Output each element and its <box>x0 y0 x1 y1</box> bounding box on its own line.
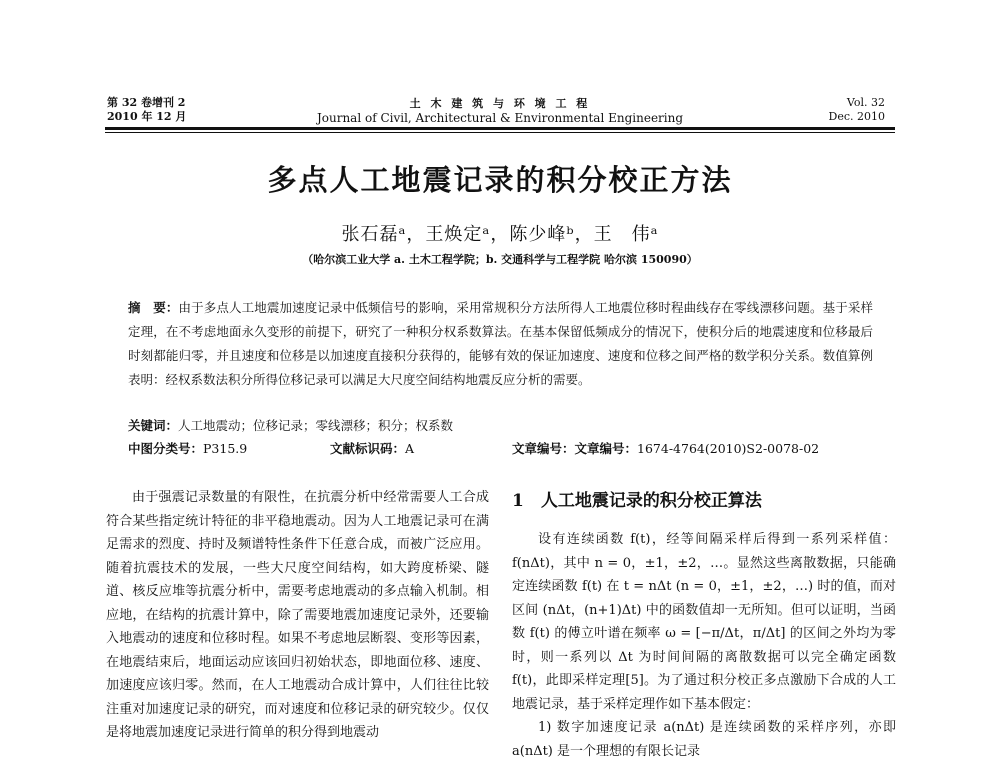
volume-date: Dec. 2010 <box>828 110 885 123</box>
journal-name <box>300 96 700 126</box>
keywords <box>128 416 873 436</box>
doc-code-value: A <box>405 441 415 456</box>
section-paragraph-2: 1) 数字加速度记录 a(nΔt) 是连续函数的采样序列，亦即 a(nΔt) 是一个理想的有限长记录 <box>512 720 896 759</box>
header-rule-thin <box>105 132 895 133</box>
volume-number: Vol. 32 <box>846 96 885 109</box>
issue-volume: 第 32 卷增刊 2 <box>107 96 186 109</box>
keywords-label: 关键词： <box>128 418 179 433</box>
clc-value: P315.9 <box>203 441 248 456</box>
journal-name-en: Journal of Civil, Architectural & Environmental Engineering <box>316 111 684 125</box>
doc-code-label: 文献标识码： <box>330 441 406 456</box>
article-number <box>512 440 819 458</box>
intro-paragraph: 由于强震记录数量的有限性，在抗震分析中经常需要人工合成符合某些指定统计特征的非平稳地震动。因为人工地震记录可在满足需求的烈度、持时及频谱特性条件下任意合成，而被广泛应用。随着抗震技术的发展，一些大尺度空间结构，如大跨度桥梁、隧道、核反应堆等抗震分析中，需要考虑地震动的多点输入机制。相应地，在结构的抗震计算中，除了需要地震加速度记录外，还要输入地震动的速度和位移时程。如果不考虑地层断裂、变形等因素，在地震结束后，地面运动应该回归初始状态，即地面位移、速度、加速度应该归零。然而，在人工地震动合成计算中，人们往往比较注重对加速度记录的研究，而对速度和位移记录的研究较少。仅仅是将地震加速度记录进行简单的积分得到地震动 <box>106 490 489 740</box>
body-left-column <box>106 486 489 745</box>
paper-affiliation: （哈尔滨工业大学 a. 土木工程学院；b. 交通科学与工程学院 哈尔滨 150090） <box>302 253 698 266</box>
abstract-text: 由于多点人工地震加速度记录中低频信号的影响，采用常规积分方法所得人工地震位移时程曲线存在零线漂移问题。基于采样定理，在不考虑地面永久变形的前提下，研究了一种积分权系数算法。在基本保留低频成分的情况下，使积分后的地震速度和位移最后时刻都能归零，并且速度和位移是以加速度直接积分获得的，能够有效的保证加速度、速度和位移之间严格的数学积分关系。数值算例表明：经权系数法积分所得位移记录可以满足大尺度空间结构地震反应分析的需要。 <box>128 300 873 387</box>
volume-info <box>829 96 885 124</box>
keywords-text: 人工地震动；位移记录；零线漂移；积分；权系数 <box>178 418 454 433</box>
journal-name-cn: 土 木 建 筑 与 环 境 工 程 <box>409 97 591 110</box>
abstract <box>128 296 873 392</box>
section-title: 1 人工地震记录的积分校正算法 <box>512 491 762 511</box>
article-no-value: 1674-4764(2010)S2-0078-02 <box>637 441 820 456</box>
paper-title: 多点人工地震记录的积分校正方法 <box>267 163 733 197</box>
article-no-label: 文章编号：文章编号： <box>512 441 638 456</box>
body-right-column <box>512 486 896 763</box>
clc-label: 中图分类号： <box>128 441 204 456</box>
clc-number <box>128 440 247 458</box>
abstract-label: 摘 要： <box>128 300 179 315</box>
header-rule-thick <box>105 127 895 130</box>
section-paragraph-1: 设有连续函数 f(t)，经等间隔采样后得到一系列采样值：f(nΔt)，其中 n = 0，±1，±2，…。显然这些离散数据，只能确定连续函数 f(t) 在 t = nΔt (n = 0，±1，±2，…) 时的值，而对区间 (nΔt，(n+1)Δt) 中的函数值却一无所知。但可以证明，当函数 f(t) 的傅立叶谱在频率 ω = [−π/Δt，π/Δt] 的区间之外均为零时，则一系列以 Δt 为时间间隔的离散数据可以完全确定函数 f(t)，此即采样定理[5]。为了通过积分校正多点激励下合成的人工地震记录，基于采样定理作如下基本假定： <box>512 532 896 712</box>
issue-info <box>107 96 186 124</box>
document-code <box>330 440 414 458</box>
paper-authors: 张石磊ᵃ，王焕定ᵃ，陈少峰ᵇ，王 伟ᵃ <box>341 224 659 245</box>
issue-date: 2010 年 12 月 <box>107 110 187 123</box>
